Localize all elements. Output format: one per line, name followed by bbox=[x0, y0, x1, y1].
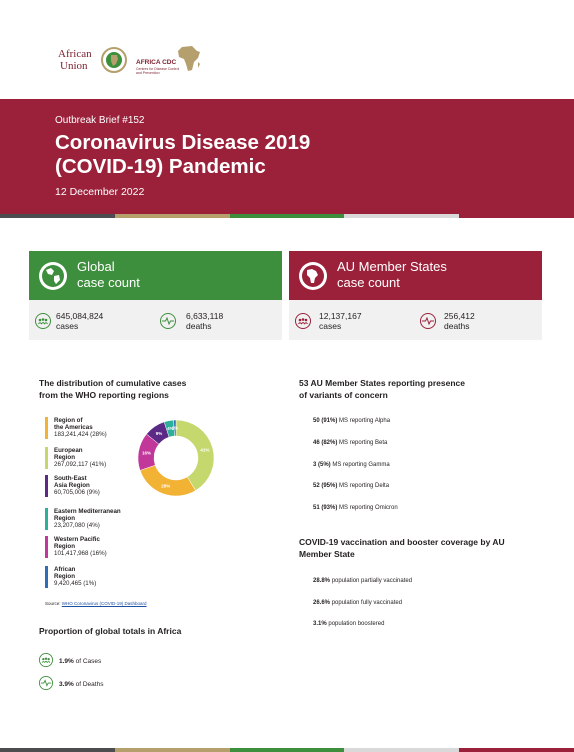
vaccination-item: 28.8% population partially vaccinated bbox=[313, 578, 413, 584]
variant-item: 46 (82%) MS reporting Beta bbox=[313, 440, 388, 446]
distribution-donut-chart bbox=[136, 418, 216, 498]
donut-slice-label: 41% bbox=[200, 447, 210, 453]
legend-swatch bbox=[45, 475, 48, 497]
bottom-color-stripe bbox=[0, 748, 574, 752]
global-card-header bbox=[29, 251, 282, 300]
au-card-body bbox=[289, 300, 542, 340]
source-link[interactable]: WHO Coronavirus (COVID-19) Dashboard bbox=[61, 601, 147, 606]
au-card-title: AU Member States case count bbox=[337, 259, 447, 290]
heartbeat-icon bbox=[420, 313, 436, 329]
source-note: Source: WHO Coronavirus (COVID-19) Dashboard bbox=[45, 601, 147, 606]
legend-swatch bbox=[45, 566, 48, 588]
vaccination-title: COVID-19 vaccination and booster coverage by AU Member State bbox=[299, 537, 505, 559]
globe-africa-icon bbox=[298, 261, 328, 291]
title-banner bbox=[0, 99, 574, 214]
global-deaths-stat: 6,633,118 deaths bbox=[186, 311, 224, 331]
people-icon bbox=[35, 313, 51, 329]
brief-number: Outbreak Brief #152 bbox=[55, 115, 145, 126]
variant-item: 3 (5%) MS reporting Gamma bbox=[313, 462, 390, 468]
donut-slice bbox=[140, 465, 195, 496]
global-card-body bbox=[29, 300, 282, 340]
legend-swatch bbox=[45, 536, 48, 558]
legend-swatch bbox=[45, 417, 48, 439]
variant-item: 51 (93%) MS reporting Omicron bbox=[313, 505, 398, 511]
donut-slice-label: 1% bbox=[171, 425, 179, 431]
africa-map-icon bbox=[176, 44, 202, 77]
donut-slice-label: 9% bbox=[155, 430, 163, 436]
legend-swatch bbox=[45, 508, 48, 530]
heartbeat-icon bbox=[160, 313, 176, 329]
vaccination-item: 26.6% population fully vaccinated bbox=[313, 600, 403, 606]
au-deaths-stat: 256,412 deaths bbox=[444, 311, 475, 331]
heartbeat-icon bbox=[39, 676, 53, 690]
global-cases-stat: 645,084,824 cases bbox=[56, 311, 104, 331]
header-logos bbox=[58, 40, 258, 80]
au-card-header bbox=[289, 251, 542, 300]
proportion-title: Proportion of global totals in Africa bbox=[39, 626, 182, 636]
vaccination-item: 3.1% population boostered bbox=[313, 621, 385, 627]
africa-cdc-logo bbox=[136, 44, 256, 78]
people-icon bbox=[295, 313, 311, 329]
globe-icon bbox=[38, 261, 68, 291]
page-title: Coronavirus Disease 2019 (COVID-19) Pandemic bbox=[55, 131, 311, 178]
donut-slice-label: 28% bbox=[161, 483, 171, 489]
brief-date: 12 December 2022 bbox=[55, 186, 145, 198]
variant-item: 52 (95%) MS reporting Delta bbox=[313, 483, 390, 489]
africa-cdc-tagline: Centres for Disease Control and Prevention bbox=[136, 67, 180, 75]
distribution-title: The distribution of cumulative cases from the WHO reporting regions bbox=[39, 378, 187, 400]
donut-slice-label: 16% bbox=[141, 450, 151, 456]
color-stripe bbox=[0, 214, 574, 218]
african-union-emblem-icon bbox=[100, 46, 128, 79]
africa-cdc-name: AFRICA CDC bbox=[136, 59, 177, 66]
legend-swatch bbox=[45, 447, 48, 469]
variants-title: 53 AU Member States reporting presence of variants of concern bbox=[299, 378, 465, 400]
au-cases-stat: 12,137,167 cases bbox=[319, 311, 362, 331]
people-icon bbox=[39, 653, 53, 667]
variant-item: 50 (91%) MS reporting Alpha bbox=[313, 418, 391, 424]
global-card-title: Global case count bbox=[77, 259, 140, 290]
african-union-logo-text: African Union bbox=[58, 48, 92, 72]
donut-slice-label: 4% bbox=[167, 426, 174, 432]
